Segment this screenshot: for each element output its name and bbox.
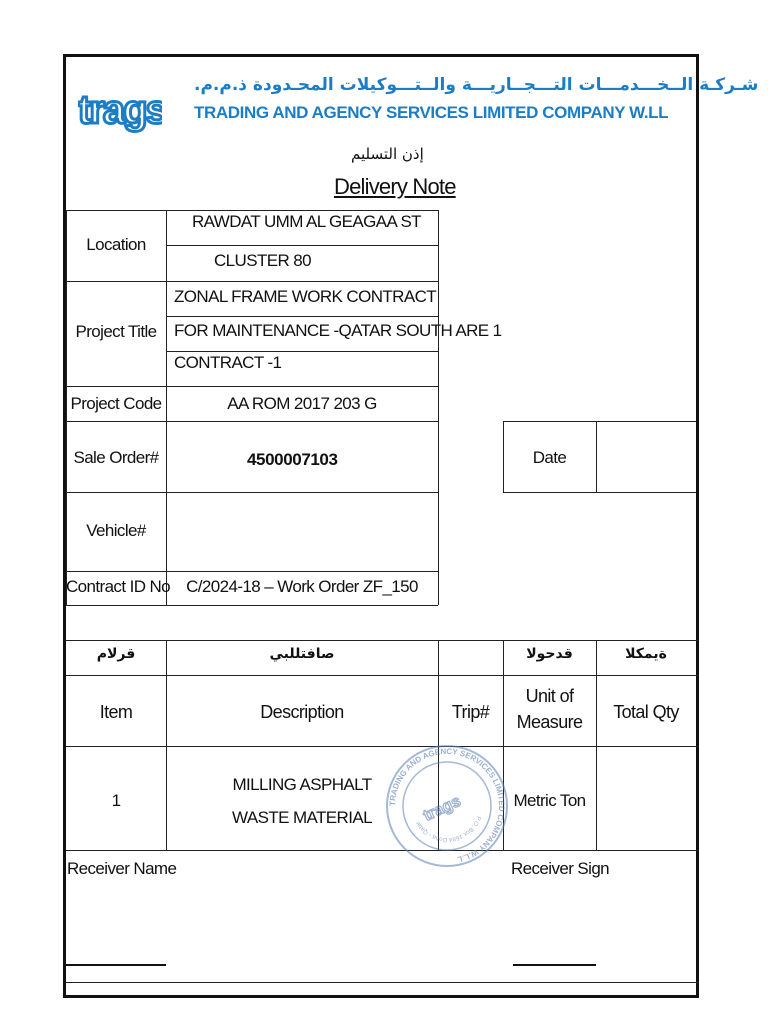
header-description: Description — [260, 702, 344, 722]
location-line2: CLUSTER 80 — [214, 251, 311, 270]
receiver-sign-label: Receiver Sign — [511, 859, 610, 878]
row-unit: Metric Ton — [513, 791, 586, 810]
location-label: Location — [86, 235, 146, 254]
delivery-note-frame — [63, 54, 759, 998]
row-description-line2: WASTE MATERIAL — [232, 808, 372, 827]
company-stamp — [384, 743, 510, 869]
document-title: Delivery Note — [334, 174, 456, 199]
project-title-line2: FOR MAINTENANCE -QATAR SOUTH ARE 1 — [174, 321, 502, 340]
project-code-label: Project Code — [70, 394, 162, 413]
header-ar-item: قرلام — [96, 646, 136, 662]
date-label: Date — [532, 448, 567, 467]
header-unit-of-measure: Unit of Measure — [516, 686, 583, 732]
header-trip: Trip# — [451, 702, 490, 722]
stamp-logo-text: trags — [420, 792, 464, 825]
contract-id-label: Contract ID No — [66, 577, 171, 596]
header-item: Item — [99, 702, 133, 722]
contract-id-value: C/2024-18 – Work Order ZF_150 — [186, 577, 418, 596]
stamp-outer-text: TRADING AND AGENCY SERVICES LIMITED COMPANY W.L.L — [387, 746, 507, 864]
header-ar-description: صافتللبي — [269, 646, 335, 662]
company-name-arabic: شـركـة الــخـــدمـــات التـــجــاريـــة والــتـــوكيلات المحـدودة ذ.م.م. — [194, 75, 759, 95]
project-title-line1: ZONAL FRAME WORK CONTRACT — [174, 287, 437, 306]
sale-order-value: 4500007103 — [247, 450, 338, 469]
company-name-english: TRADING AND AGENCY SERVICES LIMITED COMPANY W.LL — [194, 103, 669, 122]
delivery-note-arabic: إذن التسليم — [351, 145, 424, 163]
project-code-value: AA ROM 2017 203 G — [227, 394, 377, 413]
header-ar-unit: قدحولا — [526, 646, 573, 662]
receiver-name-label: Receiver Name — [67, 859, 177, 878]
project-title-line3: CONTRACT -1 — [174, 353, 282, 372]
sale-order-label: Sale Order# — [73, 448, 159, 467]
location-line1: RAWDAT UMM AL GEAGAA ST — [192, 212, 421, 231]
project-title-label: Project Title — [75, 322, 157, 341]
logo-text: trags — [78, 88, 162, 132]
stamp-inner-text: P.O. Box 1684 Doha - Qatar — [415, 815, 482, 843]
vehicle-label: Vehicle# — [86, 521, 146, 540]
trags-logo — [78, 83, 162, 137]
header-ar-qty: ةيمكلا — [625, 646, 667, 662]
row-description-line1: MILLING ASPHALT — [232, 775, 372, 794]
header-total-qty: Total Qty — [613, 702, 679, 722]
receiver-sign-line — [513, 964, 596, 966]
receiver-name-line — [66, 964, 166, 966]
row-item-number: 1 — [111, 791, 121, 810]
